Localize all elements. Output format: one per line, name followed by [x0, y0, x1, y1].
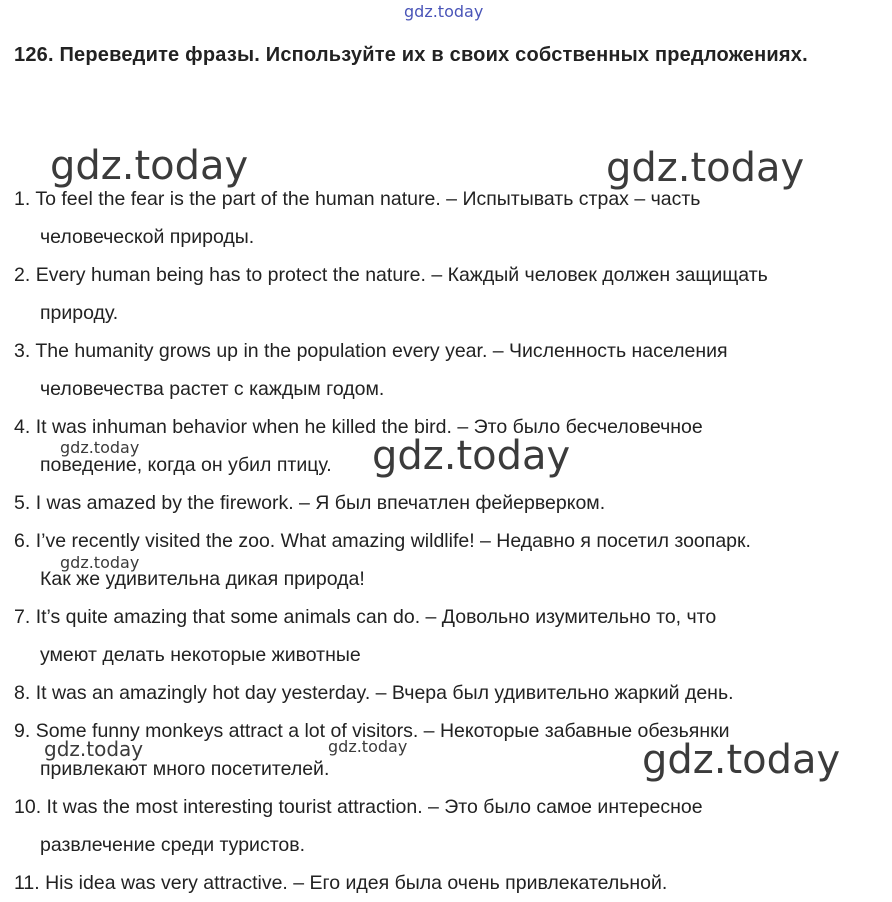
item-continuation: человеческой природы. [40, 226, 255, 248]
watermark: gdz.today [606, 145, 805, 191]
item-number: 4. [14, 416, 31, 438]
list-item [14, 256, 871, 332]
list-item [14, 598, 871, 674]
item-continuation: привлекают много посетителей. [40, 758, 330, 780]
watermark: gdz.today [328, 737, 408, 756]
list-item [14, 674, 871, 712]
item-number: 6. [14, 530, 31, 552]
list-item [14, 864, 871, 902]
item-text: It was inhuman behavior when he killed the bird. – Это было бесчеловечное [35, 416, 703, 438]
list-item [14, 332, 871, 408]
item-text: Some funny monkeys attract a lot of visitors. – Некоторые забавные обезьянки [35, 720, 730, 742]
exercise-items [14, 180, 871, 902]
watermark: gdz.today [372, 433, 571, 479]
item-number: 2. [14, 264, 31, 286]
item-text: It was the most interesting tourist attraction. – Это было самое интересное [46, 796, 703, 818]
item-number: 8. [14, 682, 31, 704]
item-text: It’s quite amazing that some animals can do. – Довольно изумительно то, что [35, 606, 717, 628]
item-number: 3. [14, 340, 31, 362]
watermark: gdz.today [50, 143, 249, 189]
item-number: 10. [14, 796, 42, 818]
list-item [14, 788, 871, 864]
list-item [14, 522, 871, 598]
item-continuation: Как же удивительна дикая природа! [40, 568, 365, 590]
exercise-heading: 126. Переведите фразы. Используйте их в своих собственных предложениях. [14, 44, 808, 66]
item-continuation: человечества растет с каждым годом. [40, 378, 385, 400]
item-number: 9. [14, 720, 31, 742]
watermark: gdz.today [642, 737, 841, 783]
item-continuation: развлечение среди туристов. [40, 834, 306, 856]
item-text: I was amazed by the firework. – Я был впечатлен фейерверком. [35, 492, 606, 514]
watermark: gdz.today [60, 438, 140, 457]
item-text: I’ve recently visited the zoo. What amazing wildlife! – Недавно я посетил зоопарк. [35, 530, 751, 552]
item-text: Every human being has to protect the nature. – Каждый человек должен защищать [35, 264, 768, 286]
item-number: 5. [14, 492, 31, 514]
watermark-top: gdz.today [404, 2, 484, 21]
item-text: His idea was very attractive. – Его идея была очень привлекательной. [45, 872, 668, 894]
item-text: It was an amazingly hot day yesterday. – Вчера был удивительно жаркий день. [35, 682, 734, 704]
list-item [14, 484, 871, 522]
item-number: 1. [14, 188, 31, 210]
item-text: To feel the fear is the part of the human nature. – Испытывать страх – часть [35, 188, 701, 210]
item-continuation: природу. [40, 302, 119, 324]
item-number: 7. [14, 606, 31, 628]
item-continuation: поведение, когда он убил птицу. [40, 454, 332, 476]
watermark: gdz.today [60, 553, 140, 572]
item-continuation: умеют делать некоторые животные [40, 644, 361, 666]
item-text: The humanity grows up in the population every year. – Численность населения [35, 340, 728, 362]
item-number: 11. [14, 872, 40, 894]
list-item [14, 180, 871, 256]
watermark: gdz.today [44, 737, 144, 761]
